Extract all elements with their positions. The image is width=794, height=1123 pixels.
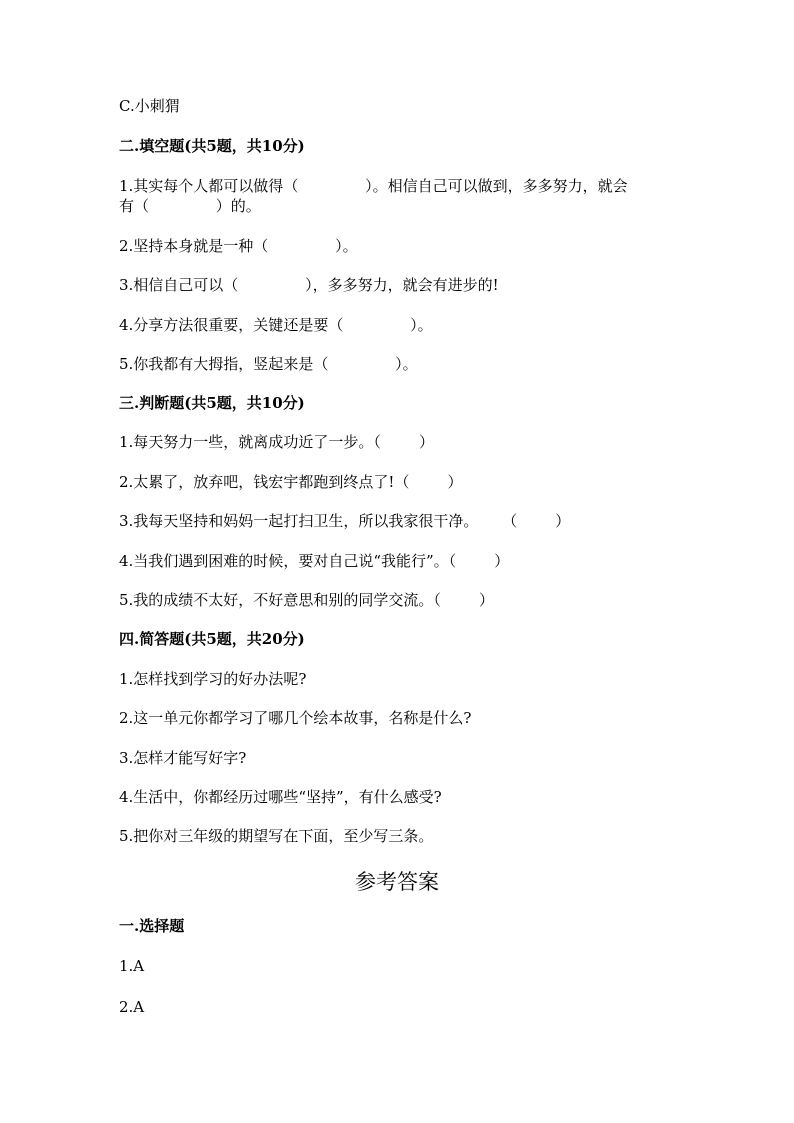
short-answer-question-3: 3.怎样才能写好字? bbox=[119, 749, 247, 767]
choice-option-c: C.小刺猬 bbox=[119, 97, 180, 115]
answers-section-heading-choice: 一.选择题 bbox=[119, 917, 185, 935]
section-heading-true-false: 三.判断题(共5题，共10分) bbox=[119, 394, 305, 412]
section-heading-short-answer: 四.简答题(共5题，共20分) bbox=[119, 630, 305, 648]
section-heading-fill-blank: 二.填空题(共5题，共10分) bbox=[119, 137, 305, 155]
short-answer-question-5: 5.把你对三年级的期望写在下面，至少写三条。 bbox=[119, 827, 434, 845]
answer-item-1: 1.A bbox=[119, 957, 145, 975]
short-answer-question-1: 1.怎样找到学习的好办法呢? bbox=[119, 670, 307, 688]
true-false-question-5: 5.我的成绩不太好，不好意思和别的同学交流。（ ） bbox=[119, 591, 494, 609]
true-false-question-1: 1.每天努力一些，就离成功近了一步。（ ） bbox=[119, 433, 434, 451]
fill-blank-question-1-cont: 有（ ）的。 bbox=[119, 197, 261, 215]
short-answer-question-2: 2.这一单元你都学习了哪几个绘本故事，名称是什么? bbox=[119, 709, 472, 727]
true-false-question-4: 4.当我们遇到困难的时候，要对自己说“我能行”。（ ） bbox=[119, 552, 510, 570]
short-answer-question-4: 4.生活中，你都经历过哪些“坚持”，有什么感受? bbox=[119, 788, 442, 806]
fill-blank-question-1: 1.其实每个人都可以做得（ ）。相信自己可以做到，多多努力，就会 bbox=[119, 177, 628, 195]
fill-blank-question-3: 3.相信自己可以（ ），多多努力，就会有进步的! bbox=[119, 276, 499, 294]
answer-item-2: 2.A bbox=[119, 998, 145, 1016]
true-false-question-2: 2.太累了，放弃吧，钱宏宇都跑到终点了!（ ） bbox=[119, 473, 463, 491]
fill-blank-question-2: 2.坚持本身就是一种（ ）。 bbox=[119, 237, 358, 255]
true-false-question-3: 3.我每天坚持和妈妈一起打扫卫生，所以我家很干净。 （ ） bbox=[119, 512, 571, 530]
fill-blank-question-5: 5.你我都有大拇指，竖起来是（ ）。 bbox=[119, 355, 418, 373]
fill-blank-question-4: 4.分享方法很重要，关键还是要（ ）。 bbox=[119, 316, 433, 334]
answers-title: 参考答案 bbox=[355, 870, 439, 894]
